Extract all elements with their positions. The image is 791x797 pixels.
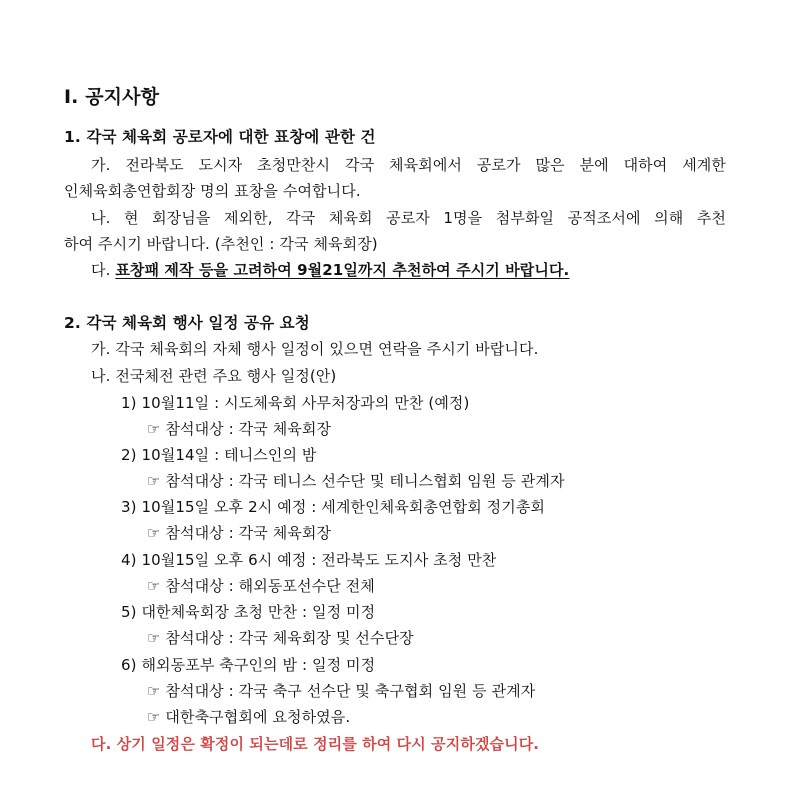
section1-da: [91, 260, 569, 280]
schedule-item-3: 3) 10월15일 오후 2시 예정 : 세계한인체육회총연합회 정기총회: [121, 498, 546, 516]
section1-ga-line2: 인체육회총연합회장 명의 표창을 수여합니다.: [64, 182, 361, 200]
schedule-item-2: 2) 10월14일 : 테니스인의 밤: [121, 446, 317, 464]
section2-na: 나. 전국체전 관련 주요 행사 일정(안): [91, 367, 337, 385]
schedule-note-5: ☞ 참석대상 : 각국 체육회장 및 선수단장: [147, 629, 414, 647]
schedule-note-2: ☞ 참석대상 : 각국 테니스 선수단 및 테니스협회 임원 등 관계자: [147, 472, 565, 490]
section1-heading: 1. 각국 체육회 공로자에 대한 표창에 관한 건: [64, 128, 376, 146]
schedule-item-6: 6) 해외동포부 축구인의 밤 : 일정 미정: [121, 656, 376, 674]
schedule-note-3: ☞ 참석대상 : 각국 체육회장: [147, 524, 332, 542]
section2-da-notice: 다. 상기 일정은 확정이 되는데로 정리를 하여 다시 공지하겠습니다.: [91, 735, 540, 753]
schedule-note-6: ☞ 참석대상 : 각국 축구 선수단 및 축구협회 임원 등 관계자: [147, 682, 536, 700]
schedule-item-5: 5) 대한체육회장 초청 만찬 : 일정 미정: [121, 603, 376, 621]
schedule-item-1: 1) 10월11일 : 시도체육회 사무처장과의 만찬 (예정): [121, 394, 470, 412]
section1-da-prefix: 다.: [91, 261, 111, 279]
section2-heading: 2. 각국 체육회 행사 일정 공유 요청: [64, 314, 310, 332]
schedule-extra-note: ☞ 대한축구협회에 요청하였음.: [147, 708, 351, 726]
schedule-note-4: ☞ 참석대상 : 해외동포선수단 전체: [147, 577, 375, 595]
section1-ga-line1: 가. 전라북도 도시자 초청만찬시 각국 체육회에서 공로가 많은 분에 대하여 세계한: [91, 156, 726, 174]
schedule-item-4: 4) 10월15일 오후 6시 예정 : 전라북도 도지사 초청 만찬: [121, 551, 497, 569]
section1-da-deadline-text: 표창패 제작 등을 고려하여 9월21일까지 추천하여 주시기 바랍니다.: [115, 261, 570, 279]
section-title: I. 공지사항: [64, 86, 160, 108]
schedule-note-1: ☞ 참석대상 : 각국 체육회장: [147, 420, 332, 438]
section1-na-line1: 나. 현 회장님을 제외한, 각국 체육회 공로자 1명을 첨부화일 공적조서에 의해 추천: [91, 209, 726, 227]
section1-na-line2: 하여 주시기 바랍니다. (추천인 : 각국 체육회장): [64, 235, 378, 253]
section2-ga: 가. 각국 체육회의 자체 행사 일정이 있으면 연락을 주시기 바랍니다.: [91, 340, 539, 358]
